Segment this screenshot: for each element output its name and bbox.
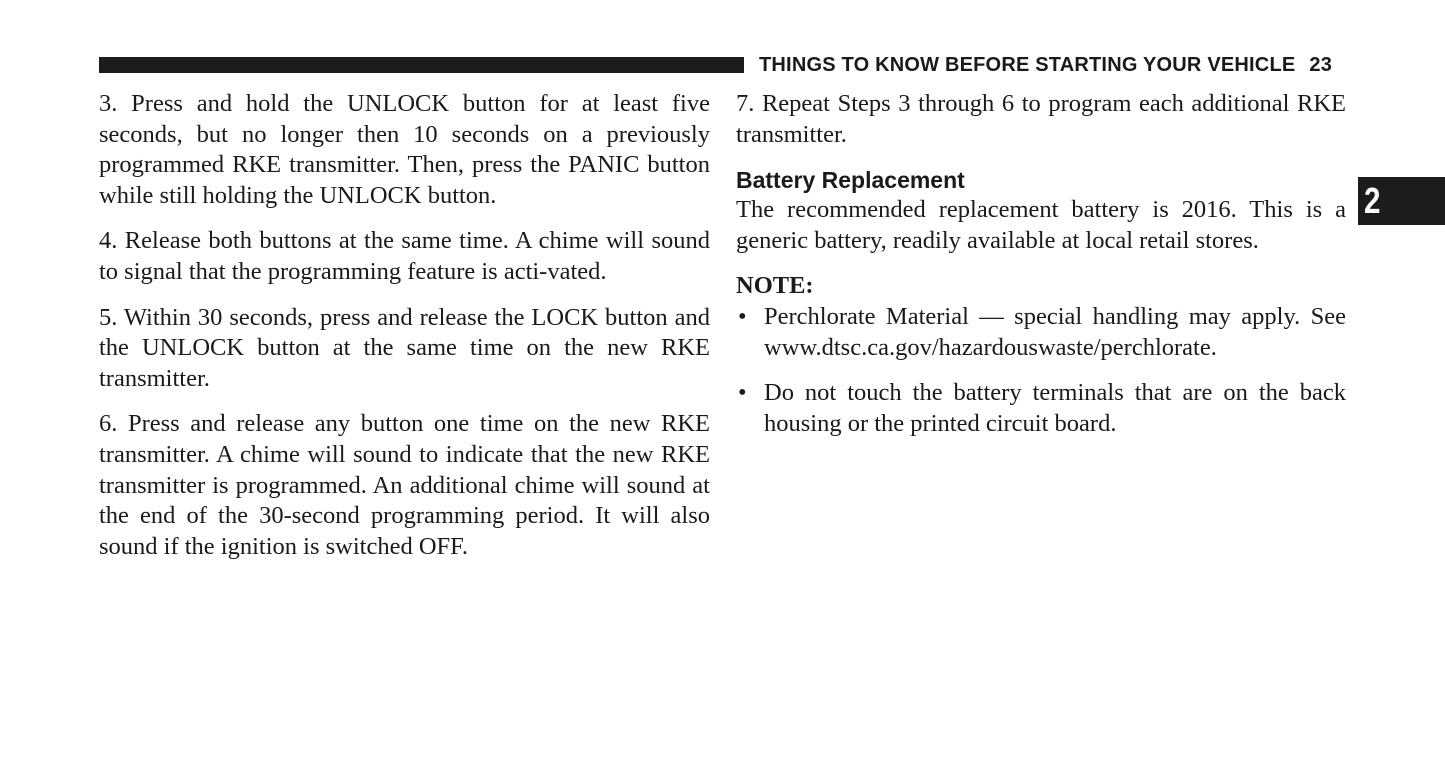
header-rule [99,57,744,73]
battery-paragraph: The recommended replacement battery is 2016. This is a generic battery, readily available at local retail stores. [736,196,1346,254]
note-label: NOTE: [736,272,814,300]
bullet-icon: • [738,379,747,407]
list-item [736,302,1346,363]
list-item-text: Perchlorate Material — special handling may apply. See www.dtsc.ca.gov/hazardouswaste/perchlorate. [764,302,1346,361]
section-tab-label: 2 [1364,180,1381,221]
running-header [759,54,1332,77]
step-5-paragraph: 5. Within 30 seconds, press and release the LOCK button and the UNLOCK button at the same time on the new RKE transmitter. [99,303,710,392]
step-3-paragraph: 3. Press and hold the UNLOCK button for at least five seconds, but no longer then 10 seconds on a previously programmed RKE transmitter. Then, press the PANIC button while still holding the UNLOCK button. [99,90,710,209]
page-number: 23 [1309,54,1333,76]
step-4-paragraph: 4. Release both buttons at the same time. A chime will sound to signal that the programming feature is acti-vated. [99,227,710,285]
left-column [99,89,710,577]
list-item-text: Do not touch the battery terminals that are on the back housing or the printed circuit board. [764,379,1346,437]
step-7-paragraph: 7. Repeat Steps 3 through 6 to program each additional RKE transmitter. [736,90,1346,148]
section-tab [1358,177,1445,225]
list-item [736,378,1346,439]
running-title: THINGS TO KNOW BEFORE STARTING YOUR VEHICLE [759,54,1296,76]
bullet-icon: • [738,302,747,330]
right-column [736,89,1346,454]
step-6-paragraph: 6. Press and release any button one time on the new RKE transmitter. A chime will sound to indicate that the new RKE transmitter is programmed. An additional chime will sound at the end of the 30-second programming period. It will also sound if the ignition is switched OFF. [99,410,710,560]
section-heading: Battery Replacement [736,167,965,194]
note-list [736,302,1346,439]
